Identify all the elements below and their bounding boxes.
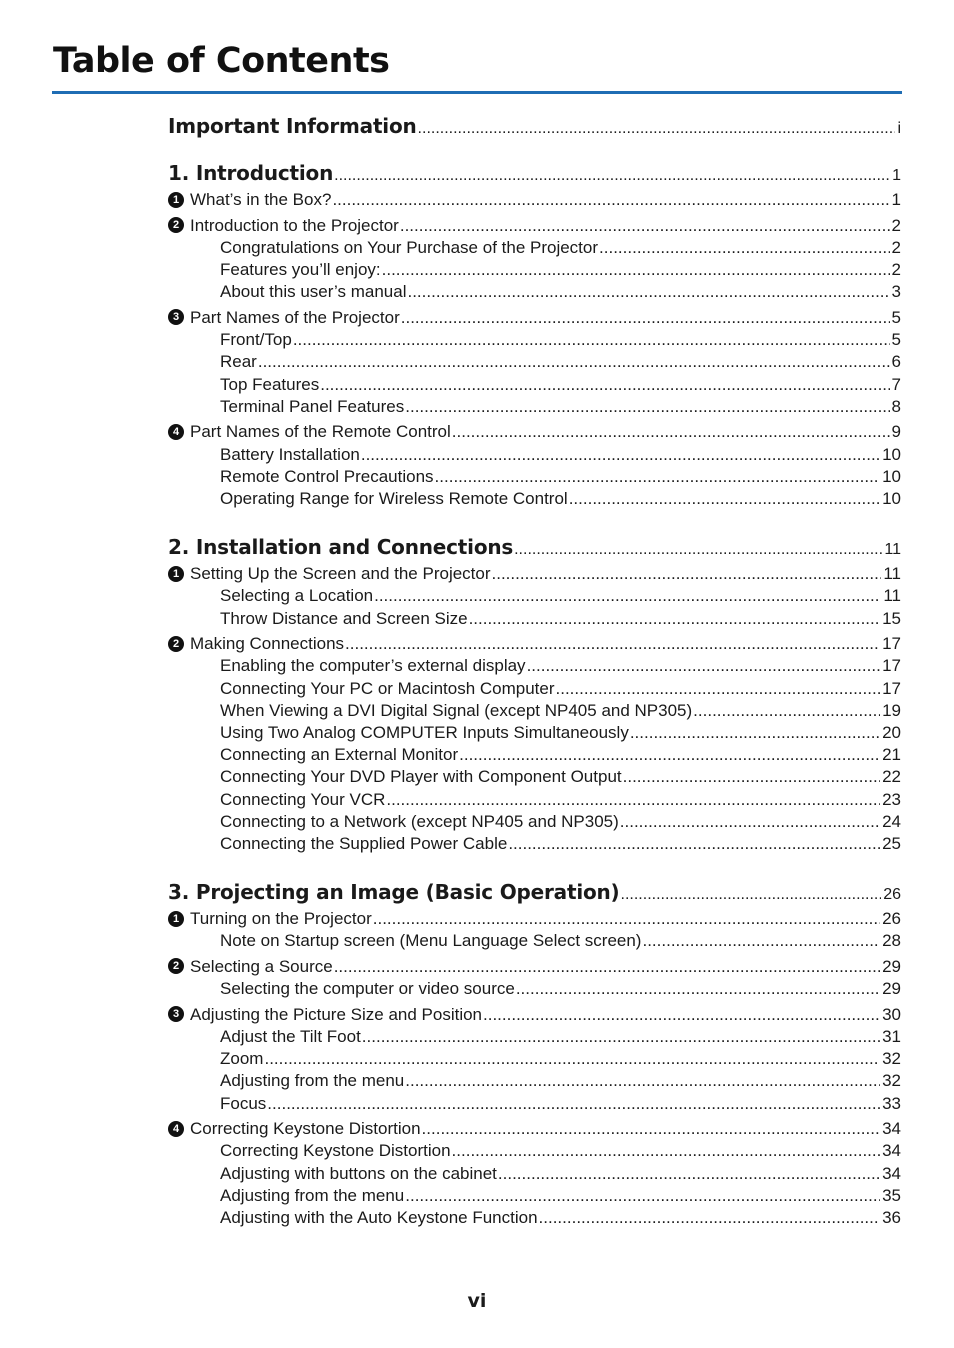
dot-leader (483, 1004, 880, 1026)
toc-entry-text: When Viewing a DVI Digital Signal (except NP405 and NP305) (220, 700, 693, 720)
toc-page-number: 11 (883, 586, 901, 606)
dot-leader (405, 396, 889, 418)
toc-subentry[interactable] (168, 488, 901, 510)
toc-subentry[interactable] (168, 978, 901, 1000)
toc-entry-text: 2. Installation and Connections (168, 535, 514, 560)
toc-entry[interactable] (168, 956, 901, 978)
toc-entry-text: Connecting Your VCR (220, 789, 386, 809)
toc-entry-text: Adjust the Tilt Foot (220, 1027, 361, 1046)
dot-leader (334, 956, 880, 978)
dot-leader (693, 700, 880, 722)
toc-subentry-label (168, 1140, 451, 1162)
toc-subentry-label (168, 1185, 404, 1207)
toc-subentry-label (168, 1048, 263, 1070)
toc-entry-text: Selecting a Source (190, 956, 333, 976)
toc-entry-text: Correcting Keystone Distortion (190, 1119, 421, 1139)
toc-entry-label (168, 307, 400, 329)
step-number-badge: 3 (168, 1006, 184, 1022)
toc-subentry-label (168, 978, 515, 1000)
toc-subentry[interactable] (168, 722, 901, 744)
toc-subentry-label (168, 585, 373, 607)
toc-subentry[interactable] (168, 608, 901, 630)
toc-section-heading[interactable] (168, 880, 901, 905)
toc-entry-label (168, 563, 491, 585)
toc-page-number: 32 (882, 1049, 901, 1069)
toc-entry-text: Battery Installation (220, 444, 360, 464)
dot-leader (527, 655, 881, 677)
toc-entry-text: Adjusting with buttons on the cabinet (220, 1163, 497, 1183)
dot-leader (435, 466, 881, 488)
dot-leader (418, 120, 896, 138)
toc-page-number: 8 (891, 396, 901, 416)
dot-leader (492, 563, 882, 585)
toc-entry-text: Focus (220, 1093, 267, 1113)
toc-page-number: 20 (882, 722, 901, 742)
toc-subentry-label (168, 744, 458, 766)
toc-page-number: 19 (882, 700, 901, 720)
toc-subentry[interactable] (168, 466, 901, 488)
toc-subentry-label (168, 700, 692, 722)
toc-subentry-label (168, 396, 404, 418)
toc-entry-text: Features you’ll enjoy: (220, 260, 381, 280)
toc-entry-text: Connecting to a Network (except NP405 and NP305) (220, 811, 619, 831)
toc-page-number: 25 (882, 833, 901, 853)
dot-leader (267, 1093, 880, 1115)
dot-leader (623, 766, 880, 788)
step-number-badge: 1 (168, 192, 184, 208)
toc-page-number: 1 (891, 190, 901, 209)
title-rule (52, 91, 902, 94)
toc-entry-text: Remote Control Precautions (220, 466, 434, 486)
toc-page-number: 17 (882, 634, 901, 654)
toc-heading-label (168, 161, 333, 185)
toc-subentry[interactable] (168, 329, 901, 351)
toc-entry-text: Connecting the Supplied Power Cable (220, 833, 508, 853)
toc-page-number: 24 (882, 811, 901, 831)
toc-entry-text: Throw Distance and Screen Size (220, 608, 468, 628)
page-number-footer: vi (467, 1290, 487, 1312)
toc-heading-label (168, 880, 620, 904)
dot-leader (361, 444, 880, 466)
toc-subentry[interactable] (168, 1207, 901, 1229)
toc-subentry-label (168, 1026, 361, 1048)
dot-leader (630, 722, 880, 744)
dot-leader (452, 1140, 881, 1162)
toc-entry-text: Connecting Your DVD Player with Component Output (220, 767, 622, 787)
step-number-badge: 2 (168, 636, 184, 652)
toc-entry-text: Top Features (220, 374, 320, 394)
toc-section-heading[interactable] (168, 161, 901, 183)
toc-entry[interactable] (168, 421, 901, 443)
toc-page-number: 17 (882, 678, 901, 698)
dot-leader (405, 1185, 880, 1207)
toc-subentry[interactable] (168, 374, 901, 396)
dot-leader (264, 1048, 880, 1070)
toc-entry-text: Connecting Your PC or Macintosh Computer (220, 678, 555, 698)
toc-page-number: 3 (891, 282, 901, 302)
toc-page-number: 5 (891, 307, 901, 327)
toc-subentry[interactable] (168, 789, 901, 811)
toc-entry-text: Correcting Keystone Distortion (220, 1141, 451, 1161)
toc-section-heading[interactable] (168, 535, 901, 560)
dot-leader (258, 351, 890, 373)
toc-subentry[interactable] (168, 833, 901, 855)
toc-entry-text: Terminal Panel Features (220, 396, 405, 416)
toc-entry[interactable] (168, 307, 901, 329)
toc-entry-label (168, 956, 333, 978)
toc-entry-text: Selecting the computer or video source (220, 979, 515, 999)
toc-subentry-label (168, 833, 507, 855)
toc-entry-text: Setting Up the Screen and the Projector (190, 564, 491, 584)
toc-page-number: 11 (884, 541, 901, 559)
page-title: Table of Contents (53, 41, 390, 81)
toc-subentry-label (168, 374, 319, 396)
dot-leader (556, 678, 881, 700)
step-number-badge: 1 (168, 911, 184, 927)
toc-entry-text: Zoom (220, 1049, 264, 1069)
toc-subentry-label (168, 930, 641, 952)
dot-leader (382, 259, 890, 281)
toc-entry-label (168, 215, 399, 237)
toc-entry[interactable] (168, 1118, 901, 1140)
toc-subentry[interactable] (168, 1093, 901, 1115)
dot-leader (469, 608, 881, 630)
dot-leader (459, 744, 880, 766)
toc-page-number: 22 (882, 767, 901, 787)
dot-leader (373, 908, 880, 930)
toc-subentry[interactable] (168, 1048, 901, 1070)
toc-page-number: 17 (882, 656, 901, 676)
toc-subentry[interactable] (168, 396, 901, 418)
step-number-badge: 1 (168, 566, 184, 582)
toc-subentry-label (168, 655, 526, 677)
toc-page-number: 1 (892, 167, 901, 184)
toc-entry-text: Connecting an External Monitor (220, 745, 459, 765)
dot-leader (599, 237, 890, 259)
toc-page-number: 29 (882, 956, 901, 976)
toc-page-number: 33 (882, 1093, 901, 1113)
toc-subentry[interactable] (168, 766, 901, 788)
toc-page-number: i (897, 120, 901, 137)
toc-entry-label (168, 189, 331, 211)
toc-entry-text: Adjusting from the menu (220, 1071, 405, 1091)
toc-page-number: 7 (891, 374, 901, 394)
toc-subentry-label (168, 466, 434, 488)
toc-subentry-label (168, 281, 406, 303)
toc-subentry[interactable] (168, 678, 901, 700)
toc-subentry-label (168, 1207, 538, 1229)
toc-subentry-label (168, 1163, 497, 1185)
toc-entry-text: Operating Range for Wireless Remote Control (220, 488, 568, 508)
dot-leader (374, 585, 881, 607)
toc-subentry[interactable] (168, 259, 901, 281)
toc-subentry-label (168, 488, 568, 510)
toc-subentry[interactable] (168, 281, 901, 303)
toc-subentry-label (168, 811, 619, 833)
toc-entry-text: 3. Projecting an Image (Basic Operation) (168, 880, 620, 905)
toc-page-number: 26 (882, 909, 901, 929)
toc-subentry-label (168, 259, 381, 281)
toc-entry-text: Rear (220, 352, 257, 372)
toc-subentry[interactable] (168, 237, 901, 259)
toc-subentry[interactable] (168, 585, 901, 607)
toc-page-number: 2 (891, 215, 901, 235)
toc-page-number: 10 (882, 466, 901, 486)
toc-entry-text: Using Two Analog COMPUTER Inputs Simultaneously (220, 722, 629, 742)
toc-entry-text: Adjusting from the menu (220, 1185, 405, 1205)
toc-entry-text: Introduction to the Projector (190, 215, 399, 235)
dot-leader (400, 215, 890, 237)
dot-leader (293, 329, 890, 351)
dot-leader (345, 633, 880, 655)
dot-leader (498, 1163, 880, 1185)
toc-subentry-label (168, 444, 360, 466)
toc-entry-text: About this user’s manual (220, 282, 407, 302)
toc-entry-text: Adjusting the Picture Size and Position (190, 1004, 483, 1024)
toc-heading-label (168, 535, 513, 559)
toc-subentry[interactable] (168, 351, 901, 373)
dot-leader (620, 811, 880, 833)
toc-entry-label (168, 1004, 482, 1026)
toc-entry-text: Congratulations on Your Purchase of the Projector (220, 237, 599, 257)
toc-page-number: 23 (882, 789, 901, 809)
toc-page-number: 31 (882, 1027, 901, 1046)
dot-leader (334, 167, 890, 185)
toc-subentry[interactable] (168, 811, 901, 833)
toc-heading-label: Important Information (168, 114, 417, 138)
toc-subentry[interactable] (168, 655, 901, 677)
toc-entry-label (168, 421, 451, 443)
dot-leader (452, 421, 890, 443)
step-number-badge: 3 (168, 309, 184, 325)
toc-entry[interactable] (168, 1004, 901, 1026)
toc-entry-text: Note on Startup screen (Menu Language Select screen) (220, 931, 642, 951)
toc-entry[interactable] (168, 908, 901, 930)
toc-subentry-label (168, 789, 385, 811)
dot-leader (508, 833, 880, 855)
dot-leader (569, 488, 880, 510)
toc-page-number: 2 (891, 237, 901, 257)
toc-entry-text: Enabling the computer’s external display (220, 656, 526, 676)
dot-leader (514, 541, 882, 559)
toc-entry-label (168, 1118, 421, 1140)
toc-page-number: 5 (891, 330, 901, 350)
dot-leader (405, 1070, 880, 1092)
step-number-badge: 4 (168, 1121, 184, 1137)
toc-page-number: 29 (882, 979, 901, 999)
toc-subentry[interactable] (168, 744, 901, 766)
toc-page-number: 2 (891, 260, 901, 280)
toc-page-number: 34 (882, 1141, 901, 1161)
toc-subentry[interactable] (168, 930, 901, 952)
toc-page-number: 6 (891, 352, 901, 372)
toc-entry-label (168, 633, 344, 655)
toc-page-number: 21 (882, 745, 901, 765)
dot-leader (386, 789, 880, 811)
toc-subentry-label (168, 722, 629, 744)
toc-page-number: 36 (882, 1208, 901, 1227)
toc-page-number: 11 (883, 564, 901, 584)
dot-leader (407, 281, 889, 303)
toc-page-number: 9 (891, 422, 901, 442)
dot-leader (539, 1207, 881, 1229)
toc-subentry[interactable] (168, 1163, 901, 1185)
toc-entry-text: Part Names of the Remote Control (190, 422, 451, 442)
toc-page-number: 32 (882, 1071, 901, 1091)
step-number-badge: 4 (168, 424, 184, 440)
toc-entry[interactable] (168, 633, 901, 655)
dot-leader (642, 930, 880, 952)
toc-subentry[interactable] (168, 1070, 901, 1092)
toc-page-number: 28 (882, 931, 901, 951)
toc-subentry[interactable] (168, 1026, 901, 1048)
step-number-badge: 2 (168, 958, 184, 974)
dot-leader (621, 886, 882, 904)
toc-entry-text: Adjusting with the Auto Keystone Function (220, 1208, 538, 1227)
toc-subentry-label (168, 1093, 266, 1115)
toc-subentry-label (168, 678, 555, 700)
step-number-badge: 2 (168, 217, 184, 233)
dot-leader (320, 374, 889, 396)
toc-entry-label (168, 908, 372, 930)
toc-page-number: 10 (882, 488, 901, 508)
toc-page-number: 15 (882, 608, 901, 628)
toc-page-number: 34 (882, 1163, 901, 1183)
dot-leader (516, 978, 880, 1000)
dot-leader (422, 1118, 881, 1140)
toc-page-number: 30 (882, 1004, 901, 1024)
toc-subentry-label (168, 766, 622, 788)
toc-subentry[interactable] (168, 444, 901, 466)
toc-subentry-label (168, 1070, 404, 1092)
toc-subentry-label (168, 329, 292, 351)
toc-page-number: 34 (882, 1119, 901, 1139)
dot-leader (401, 307, 890, 329)
toc-subentry[interactable] (168, 1140, 901, 1162)
dot-leader (362, 1026, 880, 1048)
table-of-contents (168, 110, 901, 1229)
toc-entry[interactable] (168, 189, 901, 211)
toc-entry-text: Turning on the Projector (190, 909, 372, 929)
toc-entry-text: Front/Top (220, 330, 292, 350)
toc-entry-text: Making Connections (190, 634, 345, 654)
toc-entry[interactable] (168, 563, 901, 585)
toc-entry[interactable] (168, 215, 901, 237)
toc-subentry[interactable] (168, 700, 901, 722)
toc-entry-text: 1. Introduction (168, 161, 334, 185)
toc-entry-text: What’s in the Box? (190, 190, 332, 209)
toc-entry-text: Selecting a Location (220, 586, 374, 606)
toc-subentry[interactable] (168, 1185, 901, 1207)
toc-page-number: 35 (882, 1185, 901, 1205)
toc-page-number: 10 (882, 444, 901, 464)
toc-entry-important-information[interactable] (168, 114, 901, 136)
toc-subentry-label (168, 608, 468, 630)
dot-leader (332, 189, 889, 211)
toc-entry-text: Part Names of the Projector (190, 307, 400, 327)
toc-subentry-label (168, 237, 598, 259)
toc-subentry-label (168, 351, 257, 373)
toc-page-number: 26 (883, 886, 901, 904)
